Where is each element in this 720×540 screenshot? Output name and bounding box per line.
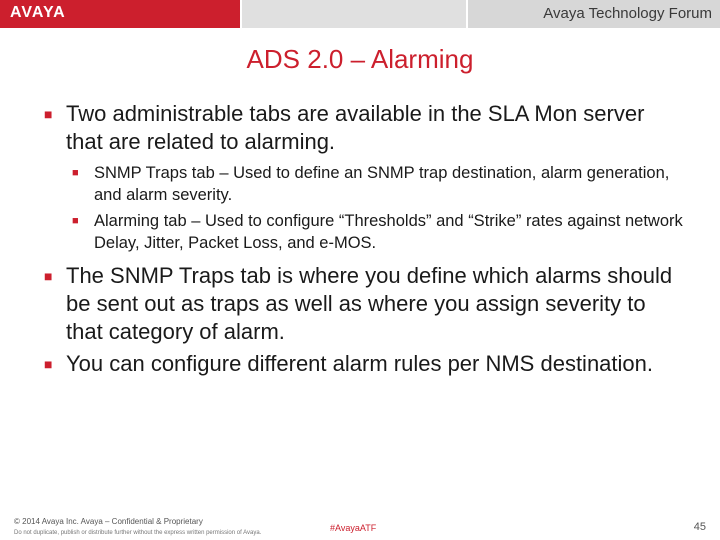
- forum-title: Avaya Technology Forum: [543, 5, 712, 22]
- bullet-1-text: Two administrable tabs are available in the SLA Mon server that are related to alarming.: [66, 101, 645, 154]
- page-number: 45: [693, 521, 706, 533]
- square-bullet-icon: ■: [44, 268, 53, 284]
- slide-body: [44, 100, 684, 378]
- bullet-2-text: The SNMP Traps tab is where you define which alarms should be sent out as traps as well as where you assign severity to that category of alarm.: [66, 263, 673, 344]
- bullet-3-text: You can configure different alarm rules per NMS destination.: [66, 351, 653, 376]
- footer-disclaimer: Do not duplicate, publish or distribute further without the express written permission of Avaya.: [14, 530, 262, 536]
- sub-bullet-1: [66, 162, 684, 206]
- footer-copyright: © 2014 Avaya Inc. Avaya – Confidential & Proprietary: [14, 517, 203, 526]
- sub-bullet-1-text: SNMP Traps tab – Used to define an SNMP trap destination, alarm generation, and alarm severity.: [94, 164, 670, 204]
- header-gray-block: [242, 0, 466, 28]
- header-red-block: [0, 0, 240, 28]
- bullet-1: [44, 100, 684, 156]
- header-bar: [0, 0, 720, 28]
- sub-bullet-2-text: Alarming tab – Used to configure “Thresholds” and “Strike” rates against network Delay, Jitter, Packet Loss, and e-MOS.: [94, 212, 683, 252]
- avaya-logo: AVAYA: [10, 4, 66, 21]
- square-bullet-icon: ■: [44, 106, 53, 122]
- footer-hashtag: #AvayaATF: [330, 523, 377, 533]
- bullet-3: [44, 350, 684, 378]
- bullet-2: [44, 262, 684, 346]
- square-bullet-icon: ■: [72, 215, 79, 227]
- sub-bullet-2: [66, 210, 684, 254]
- header-forum-block: [468, 0, 720, 28]
- square-bullet-icon: ■: [72, 167, 79, 179]
- square-bullet-icon: ■: [44, 356, 53, 372]
- slide-title: ADS 2.0 – Alarming: [246, 44, 474, 74]
